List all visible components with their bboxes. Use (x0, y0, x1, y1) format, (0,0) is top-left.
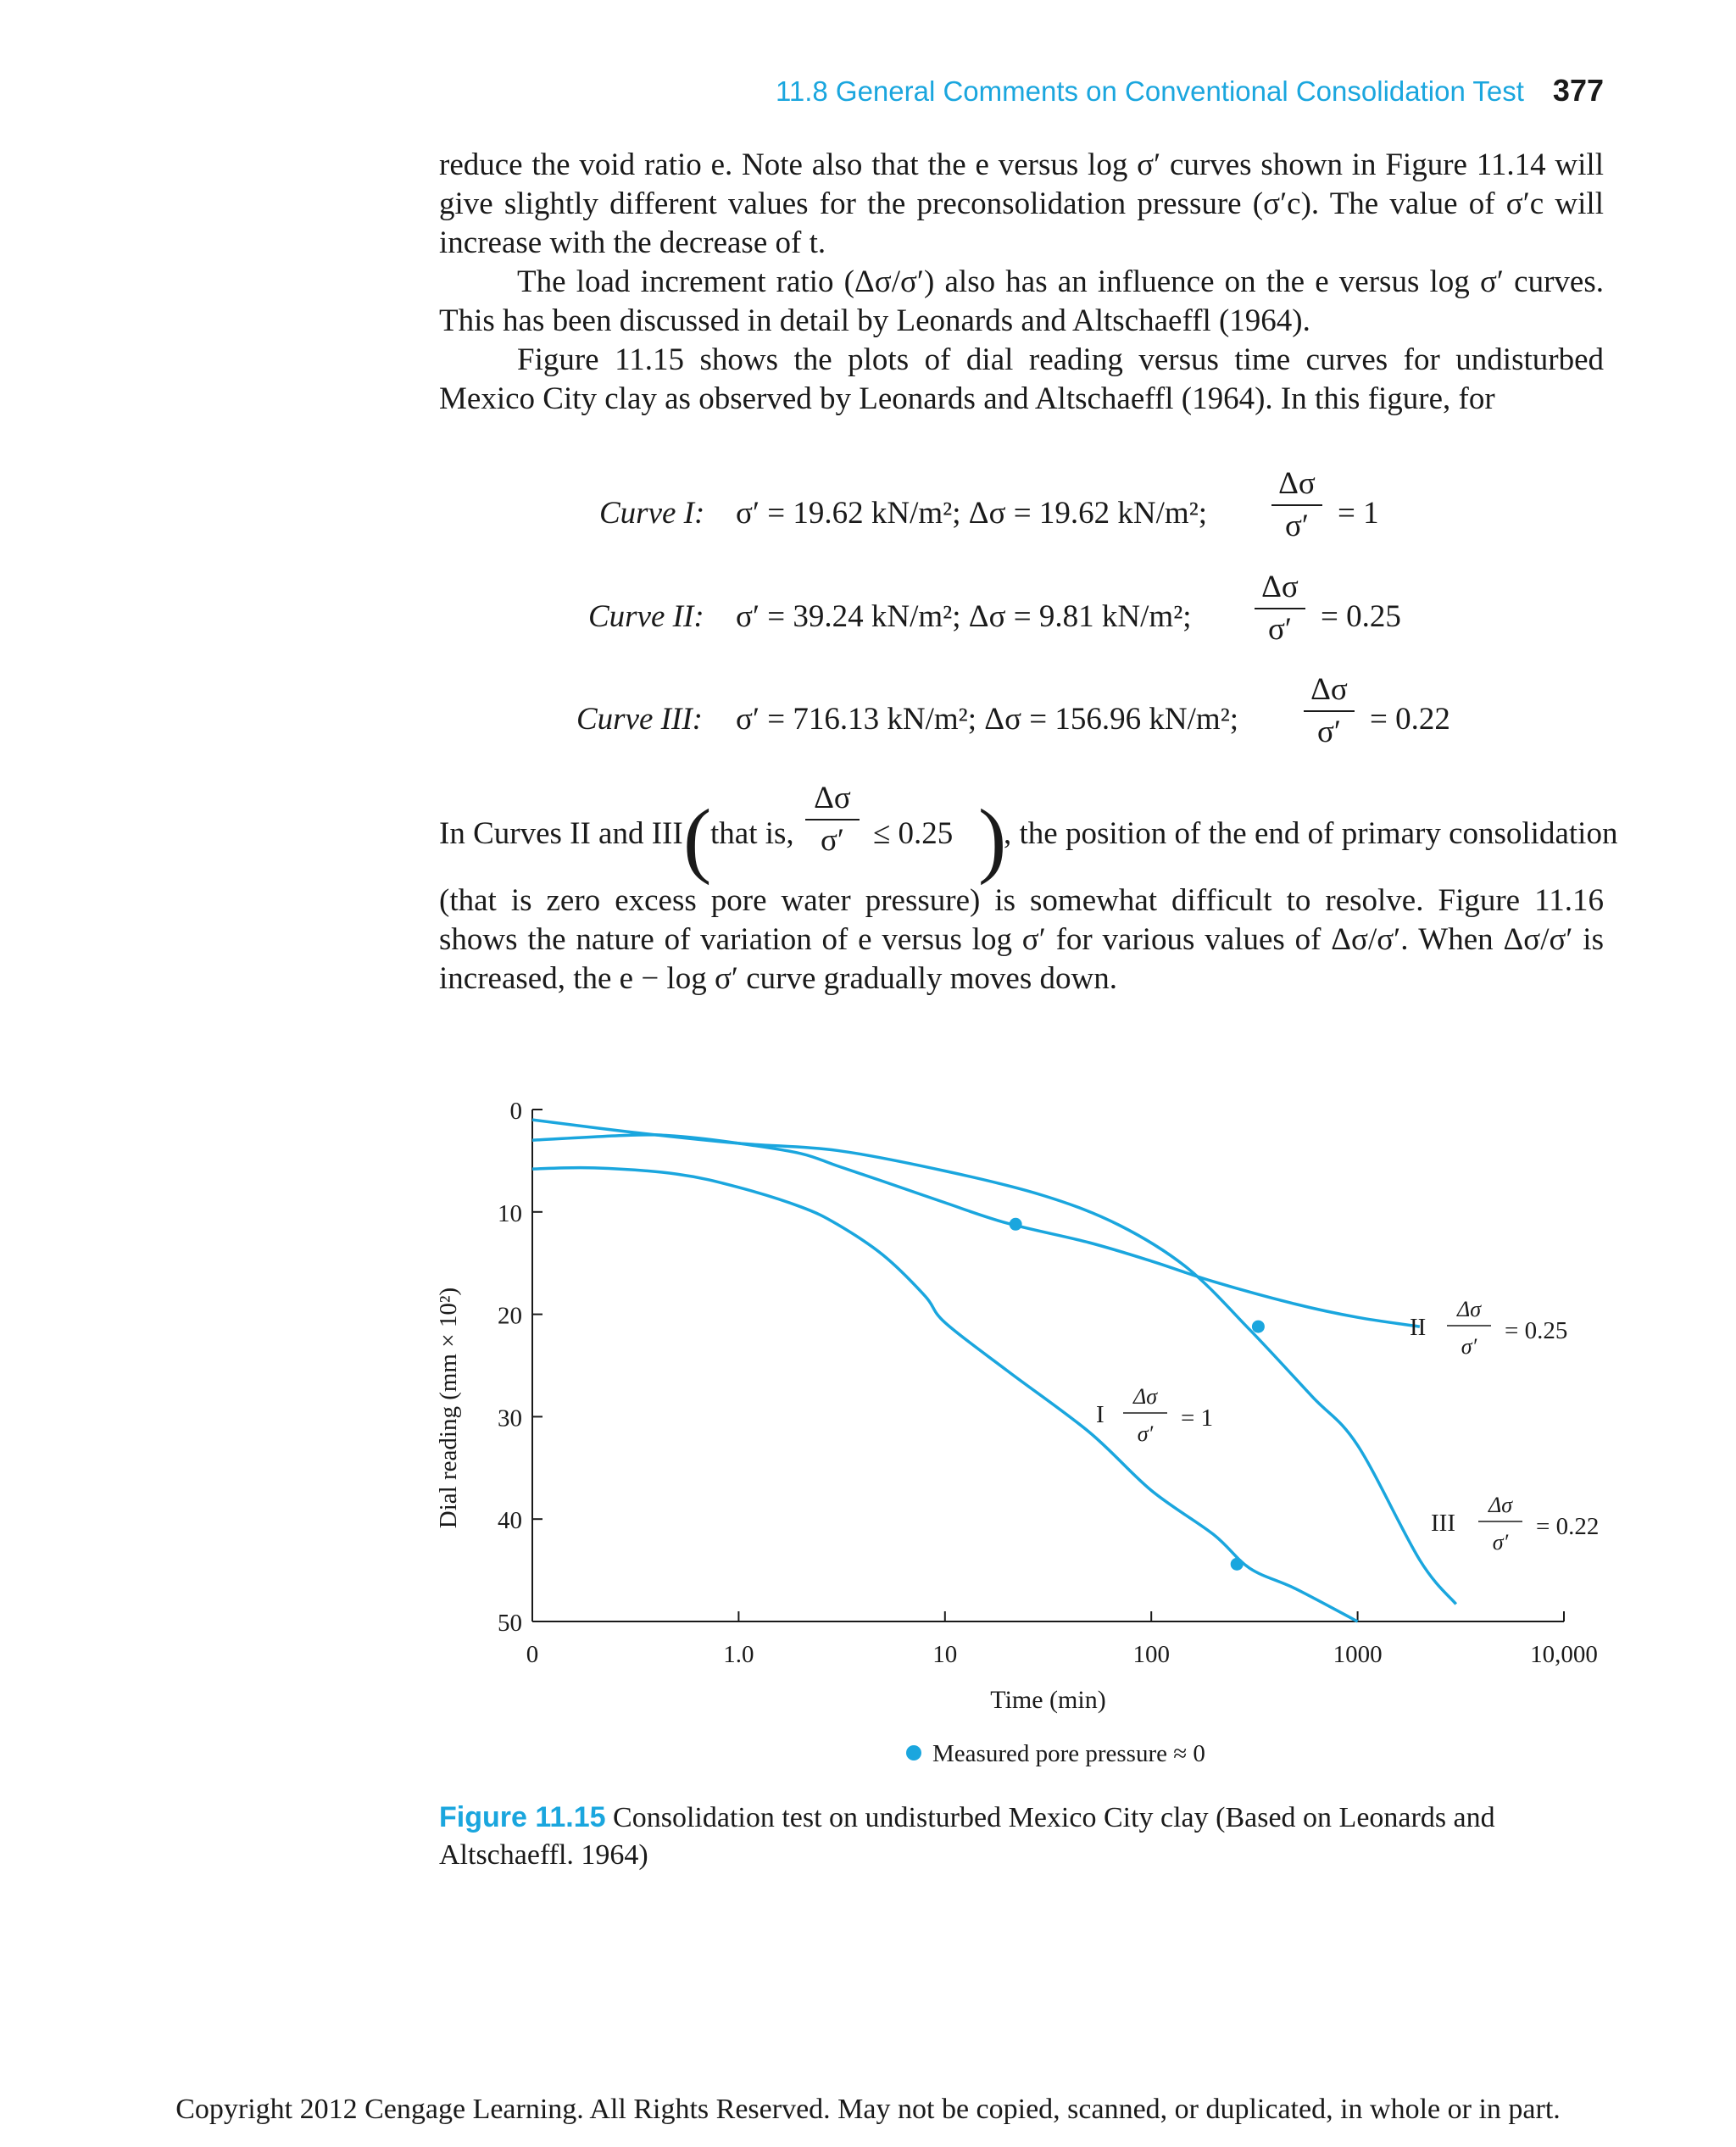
paragraph-4: (that is zero excess pore water pressure) is somewhat difficult to resolve. Figure 11.16 shows the nature of variation of e versus log σ′ for various values of Δσ/σ′. When Δσ/σ′ is increased, the e − log σ′ curve gradually moves down. (439, 883, 1604, 996)
equation-rhs: = 1 (1338, 496, 1379, 531)
equation-ratio (1271, 465, 1322, 545)
inline-equation-line (439, 781, 1618, 890)
inline-eq-fraction (805, 780, 860, 859)
chart-axes (498, 1098, 1598, 1668)
copyright-notice: Copyright 2012 Cengage Learning. All Rights Reserved. May not be copied, scanned, or duplicated, in whole or in part. (175, 2094, 1561, 2125)
x-tick-label: 10 (932, 1641, 958, 1668)
series-ratio-numerator: Δσ (1456, 1297, 1482, 1321)
paragraph-3: Figure 11.15 shows the plots of dial reading versus time curves for undisturbed Mexico City clay as observed by Leonards and Altschaeffl (1964). In this figure, for (439, 342, 1604, 416)
ratio-numerator: Δσ (1278, 466, 1316, 501)
inline-eq-after: , the position of the end of primary consolidation (1004, 816, 1618, 851)
running-head-section: 11.8 General Comments on Conventional Consolidation Test (775, 75, 1524, 107)
series-marker-I (1231, 1558, 1244, 1571)
paragraph-1: reduce the void ratio e. Note also that the e versus log σ′ curves shown in Figure 11.14 will give slightly different values for the preconsolidation pressure (σ′c). The value of σ′c will increase with the decrease of t. (439, 147, 1604, 260)
x-axis-label: Time (min) (990, 1686, 1106, 1714)
y-tick-label: 50 (498, 1610, 522, 1637)
equation-expression: σ′ = 716.13 kN/m²; Δσ = 156.96 kN/m²; (736, 702, 1239, 737)
series-line-I (532, 1168, 1358, 1621)
fraction-numerator: Δσ (814, 781, 851, 815)
inline-eq-condition: ≤ 0.25 (873, 816, 954, 851)
ratio-numerator: Δσ (1310, 672, 1348, 707)
inline-eq-before: In Curves II and III (439, 816, 683, 851)
series-ratio-value-I: = 1 (1181, 1404, 1214, 1432)
page-number: 377 (1552, 73, 1604, 108)
x-tick-label: 10,000 (1530, 1641, 1598, 1668)
series-ratio-numerator: Δσ (1488, 1493, 1513, 1517)
x-tick-label: 1000 (1333, 1641, 1383, 1668)
series-label-III: III (1431, 1510, 1455, 1537)
series-ratio-numerator: Δσ (1132, 1384, 1158, 1409)
body-text-bottom (439, 882, 1604, 998)
equation-curve-3 (0, 670, 1736, 771)
series-label-II: II (1410, 1314, 1427, 1341)
chart-labels (435, 1288, 1599, 1767)
y-tick-label: 40 (498, 1507, 522, 1535)
equation-rhs: = 0.25 (1321, 599, 1401, 634)
y-tick-label: 20 (498, 1302, 522, 1330)
chart-series (532, 1120, 1456, 1621)
equation-rhs: = 0.22 (1370, 702, 1450, 737)
x-tick-label: 0 (526, 1641, 539, 1668)
running-head (0, 73, 1604, 108)
series-ratio-denominator: σ′ (1492, 1530, 1509, 1555)
paragraph-2: The load increment ratio (Δσ/σ′) also has an influence on the e versus log σ′ curves. This has been discussed in detail by Leonards and Altschaeffl (1964). (439, 264, 1604, 338)
close-paren: ) (978, 792, 1007, 886)
legend-marker (906, 1745, 921, 1760)
equation-label: Curve I: (599, 496, 705, 531)
equation-expression: σ′ = 39.24 kN/m²; Δσ = 9.81 kN/m²; (736, 599, 1192, 634)
legend-label: Measured pore pressure ≈ 0 (932, 1740, 1205, 1767)
y-axis-label: Dial reading (mm × 10²) (435, 1287, 462, 1529)
equation-label: Curve III: (576, 702, 703, 737)
ratio-denominator: σ′ (1316, 715, 1342, 749)
x-tick-label: 100 (1132, 1641, 1170, 1668)
figure-caption (439, 1799, 1604, 1874)
series-line-II (532, 1135, 1420, 1327)
equation-label: Curve II: (588, 599, 704, 634)
figure-label: Figure 11.15 (439, 1801, 606, 1833)
equation-ratio (1304, 671, 1355, 751)
ratio-denominator: σ′ (1267, 612, 1293, 647)
ratio-denominator: σ′ (1284, 509, 1310, 543)
equation-ratio (1255, 569, 1305, 648)
x-tick-label: 1.0 (723, 1641, 754, 1668)
figure-11-15-chart (424, 1089, 1611, 1793)
equation-curve-2 (0, 567, 1736, 669)
equation-expression: σ′ = 19.62 kN/m²; Δσ = 19.62 kN/m²; (736, 496, 1208, 531)
open-paren: ( (683, 792, 712, 886)
ratio-numerator: Δσ (1261, 570, 1299, 604)
series-ratio-denominator: σ′ (1137, 1421, 1154, 1446)
y-tick-label: 30 (498, 1404, 522, 1432)
y-tick-label: 0 (509, 1098, 522, 1125)
figure-caption-text: Consolidation test on undisturbed Mexico City clay (Based on Leonards and Altschaeffl. 1964) (439, 1802, 1495, 1871)
series-marker-III (1252, 1321, 1265, 1333)
inline-eq-that-is: that is, (710, 816, 794, 851)
series-marker-II (1010, 1218, 1022, 1231)
body-text-top (439, 146, 1604, 419)
fraction-denominator: σ′ (820, 823, 845, 858)
series-ratio-value-III: = 0.22 (1536, 1513, 1600, 1540)
series-label-I: I (1096, 1401, 1104, 1428)
y-tick-label: 10 (498, 1199, 522, 1227)
equation-curve-1 (0, 464, 1736, 565)
series-ratio-value-II: = 0.25 (1505, 1317, 1568, 1344)
series-ratio-denominator: σ′ (1461, 1334, 1477, 1359)
